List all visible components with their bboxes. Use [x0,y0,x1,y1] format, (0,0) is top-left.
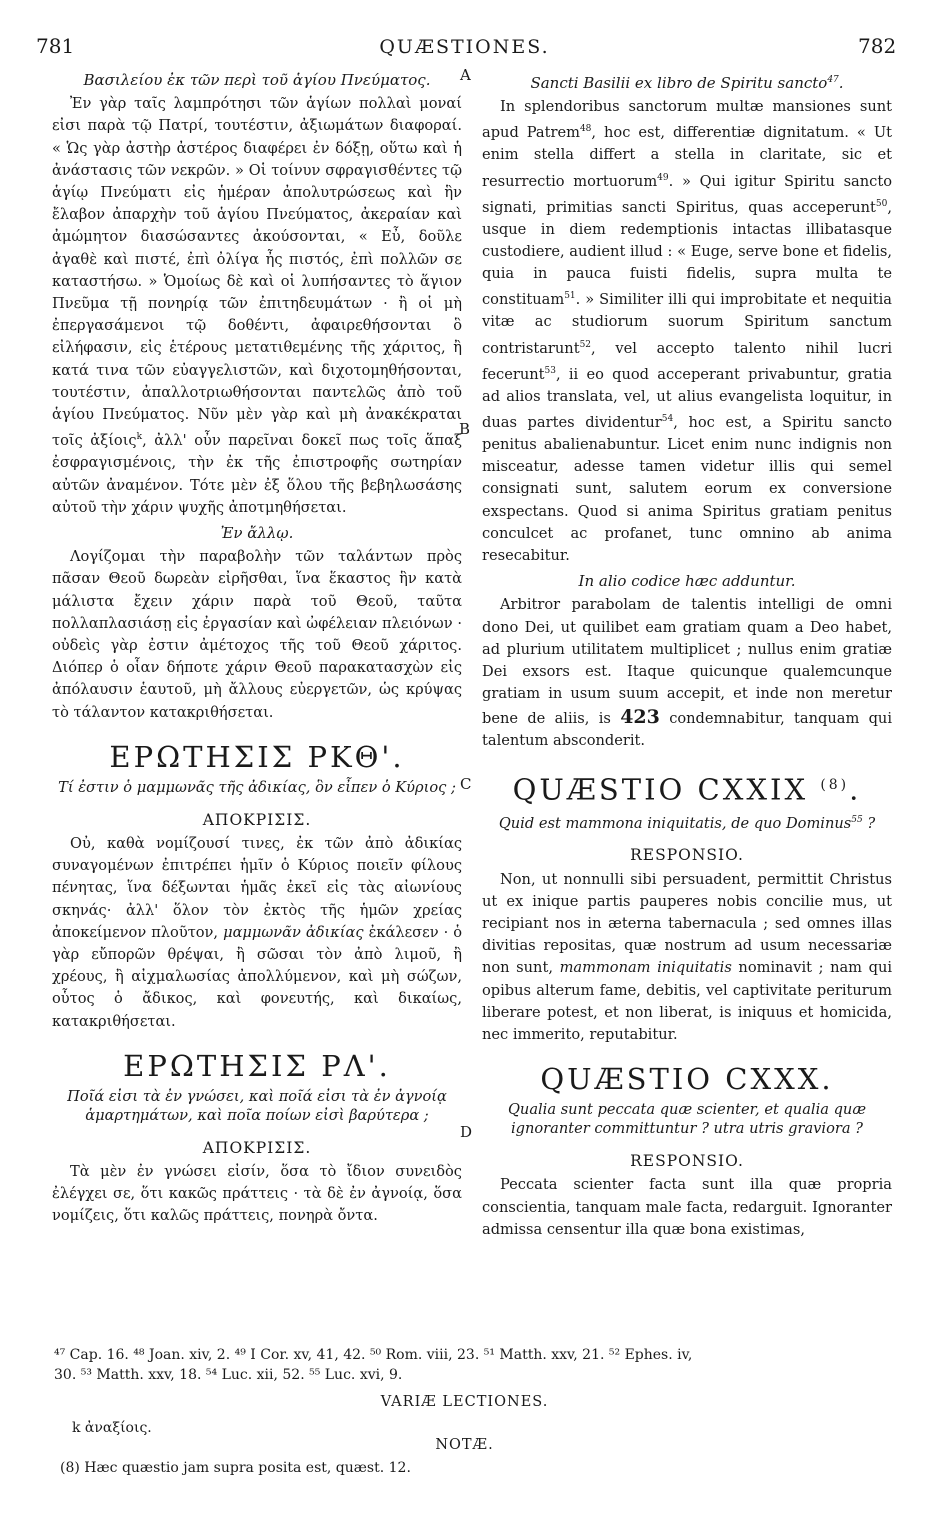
footnote-ref-47: 47 [827,75,839,85]
latin-paragraph-2 [482,594,892,751]
footnote-ref-48: 48 [579,124,592,135]
notae-item: (8) Hæc quæstio jam supra posita est, quæst. 12. [60,1460,411,1476]
note-ref-8: (8) [820,776,850,793]
greek-column [52,66,462,1228]
latin-p1-e: . » Similiter illi qui improbitate et nequitia vitæ ac studiorum suorum Spiritum sanctum contristarunt [482,291,892,357]
latin-response-heading-129: RESPONSIO. [630,846,744,865]
latin-p2-b: condemnabitur, tanquam qui talentum absconderit. [482,709,893,749]
latin-source-title-text: Sancti Basilii ex libro de Spiritu sancto [530,74,828,92]
margin-letter-d: D [460,1123,473,1141]
greek-paragraph-1-tail: , ἀλλ' οὖν παρεῖναι δοκεῖ πως τοῖς ἅπαξ ἐσφραγισμένοις, τὴν ἐκ τῆς ἐπιστροφῆς σωτηρίαν αὐτῶν ἀναμένον. Τότε μὲν ἐξ ὅλου τῆς βεβηλωσάσης αὐτοῦ τὴν χάριν ψυχῆς ἀποτμηθήσεται. [52,432,462,516]
greek-paragraph-1 [52,93,462,519]
greek-answer-129-b: ἐκάλεσεν · ὁ γὰρ εὔπορῶν θρέψαι, ἢ σῶσαι τὸν ἀπὸ λιμοῦ, ἢ χρέους, ἢ αἰχμαλωσίας ἀπολλύμενον, καὶ μὴ σώζων, οὗτος ὁ ἄδικος, καὶ φονευτής, καὶ δικαίως, κατακριθήσεται. [52,923,462,1030]
greek-answer-129-italic: μαμμωνᾶν ἀδικίας [223,923,364,941]
variae-lectiones-heading: VARIÆ LECTIONES. [380,1394,549,1410]
greek-response-heading-129: ΑΠΟΚΡΙΣΙΣ. [202,810,312,829]
latin-p2-a: Arbitror parabolam de talentis intelligi de omni dono Dei, ut quilibet eam gratiam quam a Deo habet, ad plurium utilitatem multiplicet ; nullus enim gratiæ Dei exsors est. Itaque quicunque qualemcunque gratiam in usum suum accepit, et inde non meretur bene de aliis, is [482,596,892,727]
page-number-right: 782 [858,34,897,58]
latin-response-heading-130: RESPONSIO. [630,1152,744,1171]
greek-question-130-heading: ΕΡΩΤΗΣΙΣ ΡΛ'. [123,1048,391,1083]
latin-p1-f: , vel accepto talento nihil lucri fecerunt [482,339,892,383]
latin-question-129-title [482,811,892,833]
latin-p1-c: . » Qui igitur Spiritu sancto signati, primitias sancti Spiritus, quas acceperunt [482,172,892,216]
greek-paragraph-1-text: Ἐν γὰρ ταῖς λαμπρότησι τῶν ἁγίων πολλαὶ μοναί εἰσι παρὰ τῷ Πατρί, τουτέστιν, ἀξιωμάτων διαφοραί. « Ὡς γὰρ ἀστὴρ ἀστέρος διαφέρει ἐν δόξῃ, οὕτω καὶ ἡ ἀνάστασις τῶν νεκρῶν. » Οἱ τοίνυν σφραγισθέντες τῷ ἁγίῳ Πνεύματι εἰς ἡμέραν ἀπολυτρώσεως καὶ ἣν ἔλαβον ἀπαρχὴν τοῦ ἁγίου Πνεύματος, ἀκεραίαν καὶ ἀμώμητον διασώσαντες ἀκούσονται, « Εὖ, δοῦλε ἀγαθὲ καὶ πιστέ, ἐπὶ ὀλίγα ἦς πιστός, ἐπὶ πολλῶν σε καταστήσω. » Ὁμοίως δὲ καὶ οἱ λυπήσαντες τὸ ἅγιον Πνεῦμα τῇ πονηρίᾳ τῶν ἐπιτηδευμάτων · ἢ οἱ μὴ ἐπεργασάμενοι τῷ δοθέντι, ἀφαιρεθήσονται ὃ εἰλήφασιν, εἰς ἑτέρους μετατιθεμένης τῆς χάριτος, ἢ κατά τινα τῶν εὐαγγελιστῶν, καὶ διχοτομηθήσονται, τουτέστιν, ἀπαλλοτριωθήσονται παντελῶς ἀπὸ τοῦ ἁγίου Πνεύματος. Νῦν μὲν γὰρ καὶ μὴ ἀνακέκραται τοῖς ἀξίοις [52,95,462,450]
latin-answer-129-italic: mammonam iniquitatis [559,959,732,977]
greek-alt-title: Ἐν ἄλλῳ. [220,523,294,542]
greek-answer-129-a: Οὐ, καθὰ νομίζουσί τινες, ἐκ τῶν ἀπὸ ἀδικίας συναγομένων ἐπιτρέπει ἡμῖν ὁ Κύριος ποιεῖν φίλους πένητας, ἵνα δέξωνται ἡμᾶς ἐκεῖ εἰς τὰς αἰωνίους σκηνάς· ἀλλ' ὅλον τὸν ἐκτὸς τῆς ἡμῶν χρείας ἀποκείμενον πλοῦτον, [52,834,462,941]
footnote-ref-49: 49 [657,172,669,183]
greek-response-heading-130: ΑΠΟΚΡΙΣΙΣ. [202,1138,312,1157]
latin-source-title: Sancti Basilii ex libro de Spiritu sancto$^{47}$. [530,74,844,92]
greek-question-129-heading: ΕΡΩΤΗΣΙΣ ΡΚΘ'. [109,739,405,774]
footnote-ref-51: 51 [564,291,576,302]
latin-answer-129-a: Non, ut nonnulli sibi persuadent, permittit Christus ut ex inique partis pauperes nobis concilie mus, ut recipiant nos in æterna tabernacula ; sed omnes illas divitias repositas, quæ nostrum ad usum necessariæ non sunt, [482,870,892,977]
running-title: QUÆSTIONES. [379,36,550,58]
latin-question-129-heading: QUÆSTIO CXXIX $^{(8)}$. [512,772,862,807]
latin-question-129-label: QUÆSTIO CXXIX [512,772,809,807]
latin-question-129-title-end: ? [867,814,876,832]
footnote-ref-55: 55 [851,814,863,825]
latin-alt-title: In alio codice hæc adduntur. [578,572,796,591]
greek-source-title: Βασιλείου ἐκ τῶν περὶ τοῦ ἁγίου Πνεύματος. [83,71,431,89]
latin-p1-h: , hoc est, a Spiritu sancto penitus abalienabuntur. Licet enim nunc indignis non misceatur, adesse tamen videtur illis qui semel consignati sunt, salutem eorum ex conversione exspectans. Quod si anima Spiritus gratiam penitus conculcet ac profanet, tunc omnino ab anima resecabitur. [482,413,892,565]
latin-question-129-title-text: Quid est mammona iniquitatis, de quo Dominus [498,814,852,832]
latin-question-130-title: Qualia sunt peccata quæ scienter, et qualia quæ ignoranter committuntur ? utra utris graviora ? [507,1101,867,1138]
latin-p1-a: In splendoribus sanctorum multæ mansiones sunt apud Patrem [482,98,892,142]
latin-answer-130: Peccata scienter facta sunt illa quæ propria conscientia, tanquam male facta, redarguit. Ignoranter admissa censentur illa quæ bona existimas, [482,1176,892,1238]
footnote-ref-53: 53 [544,365,556,376]
latin-answer-129-b: nominavit ; nam qui opibus alterum fame, debitis, vel captivitate periturum liberare potest, et non liberat, is iniquus et homicida, nec immerito, reputabitur. [482,959,893,1044]
footnote-ref-54: 54 [661,414,674,424]
footnotes-line-2: 30. ⁵³ Matth. xxv, 18. ⁵⁴ Luc. xii, 52. ⁵⁵ Luc. xvi, 9. [54,1367,403,1383]
footnote-ref-52: 52 [579,339,592,350]
greek-question-130-title: Ποῖά εἰσι τὰ ἐν γνώσει, καὶ ποῖά εἰσι τὰ ἐν ἀγνοίᾳ ἁμαρτημάτων, καὶ ποῖα ποίων εἰσὶ βαρύτερα ; [67,1087,447,1124]
latin-p1-d: , usque in diem redemptionis intactas illibatasque custodiere, audient illud : « Euge, serve bone et fidelis, quia in pauca fuisti fidelis, supra multa te constituam [482,198,892,309]
latin-question-130-heading: QUÆSTIO CXXX. [540,1062,834,1097]
notae-heading: NOTÆ. [435,1437,494,1453]
greek-variant-ref: k [136,432,143,443]
latin-paragraph-1 [482,96,892,567]
latin-column [482,66,892,1241]
footnotes [54,1345,894,1385]
variae-lectiones-item: k ἀναξίοις. [72,1420,152,1436]
page-number-left: 781 [36,34,75,58]
margin-letter-b: B [459,420,471,438]
latin-p1-b: , hoc est, differentiæ dignitatum. « Ut enim stella differt a stella in claritate, sic et resurrectio mortuorum [482,124,892,190]
margin-letter-a: A [460,66,471,84]
greek-paragraph-2: Λογίζομαι τὴν παραβολὴν τῶν ταλάντων πρὸς πᾶσαν Θεοῦ δωρεὰν εἰρῆσθαι, ἵνα ἕκαστος ἣν κατὰ μάλιστα ἔχειν χάριν παρὰ τοῦ Θεοῦ, ταῦτα πολλαπλασιάσῃ εἰς ἐργασίαν καὶ ὠφέλειαν πλειόνων · οὐδεὶς γὰρ ἐστιν ἀμέτοχος τῆς τοῦ Θεοῦ χάριτος. Διόπερ ὁ οἷαν δήποτε χάριν Θεοῦ παρακατασχὼν εἰς ἀπόλαυσιν ἑαυτοῦ, μὴ ἄλλους εὐεργετῶν, ὡς κρύψας τὸ τάλαντον κατακριθήσεται. [52,548,462,721]
greek-answer-130: Τὰ μὲν ἐν γνώσει εἰσίν, ὅσα τὸ ἴδιον συνειδὸς ἐλέγχει σε, ὅτι κακῶς πράττεις · τὰ δὲ ἐν ἀγνοίᾳ, ὅσα νομίζεις, ὅτι καλῶς πράττεις, πονηρὰ ὄντα. [52,1162,462,1225]
greek-answer-129 [52,833,462,1033]
footnote-ref-50: 50 [875,198,888,209]
margin-letter-c: C [460,775,472,793]
greek-question-129-title: Τί ἐστιν ὁ μαμμωνᾶς τῆς ἀδικίας, ὃν εἶπεν ὁ Κύριος ; [58,778,456,796]
footnotes-line-1: ⁴⁷ Cap. 16. ⁴⁸ Joan. xiv, 2. ⁴⁹ I Cor. xv, 41, 42. ⁵⁰ Rom. viii, 23. ⁵¹ Matth. xxv, 21. ⁵² Ephes. iv, [54,1347,693,1363]
latin-answer-129 [482,869,892,1047]
column-number-marker: 423 [620,705,660,728]
latin-p1-g: , ii eo quod acceperant privabuntur, gratia ad alios translata, vel, ut alius evangelista loquitur, in duas partes dividentur [482,365,892,431]
